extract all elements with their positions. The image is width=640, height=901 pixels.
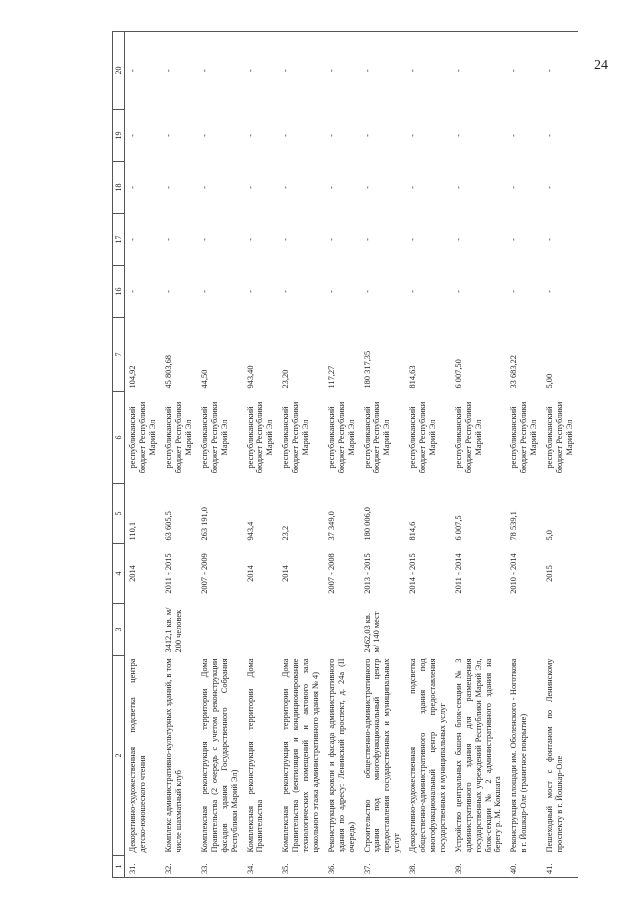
col19-cell: - bbox=[509, 134, 519, 137]
estimated-cost-cell: 263 191,0 bbox=[199, 507, 209, 541]
object-name: Строительство общественно-административного здания под многофункциональный центр предоставления государственных и муниципальных услуг bbox=[362, 658, 402, 853]
estimated-cost-cell: 814,6 bbox=[408, 521, 418, 541]
col20-cell: - bbox=[243, 32, 279, 110]
estimated-cost-cell: 78 539,1 bbox=[509, 511, 519, 541]
capacity-cell bbox=[324, 604, 360, 656]
table-row bbox=[125, 32, 161, 878]
funding-source-cell: республиканский бюджет Республики Марий Эл bbox=[199, 401, 229, 474]
row-number: 40. bbox=[506, 856, 542, 878]
row-number: 39. bbox=[451, 856, 507, 878]
table-row bbox=[506, 32, 542, 878]
row-number: 41. bbox=[542, 856, 578, 878]
col17-cell: - bbox=[453, 238, 463, 241]
amount-cell: 45 803,68 bbox=[164, 355, 174, 389]
col18-cell: - bbox=[128, 186, 138, 189]
years-cell: 2007 - 2008 bbox=[326, 553, 336, 594]
object-name: Реконструкция кровли и фасада административного здания по адресу: Ленинский проспект, д. 24а (II очередь) bbox=[326, 658, 356, 853]
rotated-table-container bbox=[112, 32, 582, 878]
header-cell: 20 bbox=[113, 32, 125, 110]
col16-cell: - bbox=[408, 290, 418, 293]
capacity-cell bbox=[243, 604, 279, 656]
object-name: Комплекс административно-культурных зданий, в том числе шахматный клуб bbox=[164, 658, 184, 853]
col20-cell: - bbox=[542, 32, 578, 110]
years-cell: 2015 bbox=[545, 565, 555, 582]
header-cell: 2 bbox=[113, 656, 125, 856]
years-cell: 2013 - 2015 bbox=[362, 553, 372, 594]
col17-cell: - bbox=[245, 238, 255, 241]
object-name: Реконструкция площади им. Оболенского - Ноготкова в г. Йошкар-Оле (гранитное покрытие) bbox=[509, 658, 529, 853]
col18-cell: - bbox=[453, 186, 463, 189]
years-cell: 2011 - 2014 bbox=[453, 553, 463, 594]
col19-cell: - bbox=[164, 134, 174, 137]
capacity-cell bbox=[506, 604, 542, 656]
table-row bbox=[324, 32, 360, 878]
col18-cell: - bbox=[164, 186, 174, 189]
funding-source-cell: республиканский бюджет Республики Марий Эл bbox=[128, 401, 158, 474]
row-number: 34. bbox=[243, 856, 279, 878]
years-cell: 2007 - 2009 bbox=[199, 553, 209, 594]
years-cell: 2014 bbox=[281, 565, 291, 582]
table-row bbox=[451, 32, 507, 878]
col17-cell: - bbox=[545, 238, 555, 241]
estimated-cost-cell: 943,4 bbox=[245, 521, 255, 541]
table-row bbox=[360, 32, 406, 878]
years-cell: 2010 - 2014 bbox=[509, 553, 519, 594]
col16-cell: - bbox=[128, 290, 138, 293]
header-cell: 16 bbox=[113, 266, 125, 318]
col16-cell: - bbox=[362, 290, 372, 293]
capacity-cell: 3412,1 кв. м/ 200 человек bbox=[164, 607, 184, 653]
funding-source-cell: республиканский бюджет Республики Марий Эл bbox=[362, 401, 392, 474]
header-cell: 5 bbox=[113, 484, 125, 544]
col18-cell: - bbox=[408, 186, 418, 189]
amount-cell: 814,63 bbox=[408, 365, 418, 389]
row-number: 38. bbox=[405, 856, 451, 878]
estimated-cost-cell: 6 007,5 bbox=[453, 515, 463, 541]
funding-source-cell: республиканский бюджет Республики Марий Эл bbox=[164, 401, 193, 474]
investment-objects-table bbox=[112, 31, 578, 878]
amount-cell: 943,40 bbox=[245, 365, 255, 389]
page-number: 24 bbox=[594, 58, 608, 73]
col19-cell: - bbox=[326, 134, 336, 137]
col20-cell: - bbox=[125, 32, 161, 110]
capacity-cell bbox=[542, 604, 578, 656]
estimated-cost-cell: 5,0 bbox=[545, 530, 555, 541]
funding-source-cell: республиканский бюджет Республики Марий Эл bbox=[408, 401, 437, 474]
header-cell: 19 bbox=[113, 110, 125, 162]
col20-cell: - bbox=[506, 32, 542, 110]
table-row bbox=[197, 32, 243, 878]
col16-cell: - bbox=[164, 290, 174, 293]
amount-cell: 117,27 bbox=[326, 365, 336, 389]
col18-cell: - bbox=[245, 186, 255, 189]
estimated-cost-cell: 23,2 bbox=[281, 525, 291, 541]
header-cell: 4 bbox=[113, 544, 125, 604]
col19-cell: - bbox=[128, 134, 138, 137]
estimated-cost-cell: 110,1 bbox=[128, 521, 138, 541]
amount-cell: 5,00 bbox=[545, 373, 555, 389]
col17-cell: - bbox=[326, 238, 336, 241]
col17-cell: - bbox=[164, 238, 174, 241]
amount-cell: 6 007,50 bbox=[453, 359, 463, 389]
years-cell: 2014 bbox=[128, 565, 138, 582]
col19-cell: - bbox=[453, 134, 463, 137]
amount-cell: 44,50 bbox=[199, 369, 209, 389]
object-name: Декоративно-художественная подсветка центра детско-юношеского чтения bbox=[128, 658, 148, 853]
header-cell: 7 bbox=[113, 318, 125, 392]
col16-cell: - bbox=[199, 290, 209, 293]
col20-cell: - bbox=[405, 32, 451, 110]
col19-cell: - bbox=[199, 134, 209, 137]
col17-cell: - bbox=[509, 238, 519, 241]
col16-cell: - bbox=[326, 290, 336, 293]
col16-cell: - bbox=[245, 290, 255, 293]
col18-cell: - bbox=[281, 186, 291, 189]
header-cell: 18 bbox=[113, 162, 125, 214]
table-row bbox=[161, 32, 197, 878]
row-number: 36. bbox=[324, 856, 360, 878]
amount-cell: 180 317,35 bbox=[362, 350, 372, 389]
object-name: Пешеходный мост с фонтаном по Ленинскому проспекту в г. Йошкар-Оле bbox=[545, 658, 564, 853]
header-cell: 3 bbox=[113, 604, 125, 656]
col16-cell: - bbox=[281, 290, 291, 293]
amount-cell: 23,20 bbox=[281, 369, 291, 389]
col20-cell: - bbox=[324, 32, 360, 110]
capacity-cell bbox=[451, 604, 507, 656]
years-cell: 2014 - 2015 bbox=[408, 553, 418, 594]
col20-cell: - bbox=[161, 32, 197, 110]
col16-cell: - bbox=[453, 290, 463, 293]
years-cell: 2011 - 2015 bbox=[164, 553, 174, 594]
table-row bbox=[405, 32, 451, 878]
row-number: 32. bbox=[161, 856, 197, 878]
col19-cell: - bbox=[362, 134, 372, 137]
col17-cell: - bbox=[199, 238, 209, 241]
row-number: 35. bbox=[278, 856, 324, 878]
object-name: Комплексная реконструкция территории Дома Правительства (2 очередь с учетом реконструкции фасадов здания Государственного Собрания Республики Марий Эл) bbox=[199, 658, 239, 853]
object-name: Устройство центральных башен блок-секции № 3 административного здания для размещения государственных учреждений Республики Марий Эл, блок-секции № 2 административного здания на берегу р. М. Кокшага bbox=[453, 658, 503, 853]
col19-cell: - bbox=[408, 134, 418, 137]
header-cell: 1 bbox=[113, 856, 125, 878]
funding-source-cell: республиканский бюджет Республики Марий Эл bbox=[326, 401, 356, 474]
col19-cell: - bbox=[545, 134, 555, 137]
capacity-cell bbox=[125, 604, 161, 656]
col18-cell: - bbox=[199, 186, 209, 189]
row-number: 31. bbox=[125, 856, 161, 878]
amount-cell: 104,92 bbox=[128, 365, 138, 389]
col18-cell: - bbox=[509, 186, 519, 189]
row-number: 33. bbox=[197, 856, 243, 878]
col20-cell: - bbox=[360, 32, 406, 110]
funding-source-cell: республиканский бюджет Республики Марий Эл bbox=[245, 401, 275, 474]
estimated-cost-cell: 63 605,5 bbox=[164, 511, 174, 541]
amount-cell: 33 683,22 bbox=[509, 355, 519, 389]
col19-cell: - bbox=[245, 134, 255, 137]
capacity-cell bbox=[197, 604, 243, 656]
col17-cell: - bbox=[408, 238, 418, 241]
funding-source-cell: республиканский бюджет Республики Марий Эл bbox=[453, 401, 483, 474]
header-cell: 17 bbox=[113, 214, 125, 266]
col19-cell: - bbox=[281, 134, 291, 137]
object-name: Декоративно-художественная подсветка общественно-административного здания под многофункциональный центр предоставления государственных и муниципальных услуг bbox=[408, 658, 447, 853]
col16-cell: - bbox=[545, 290, 555, 293]
col18-cell: - bbox=[362, 186, 372, 189]
col18-cell: - bbox=[545, 186, 555, 189]
col20-cell: - bbox=[451, 32, 507, 110]
capacity-cell bbox=[278, 604, 324, 656]
capacity-cell bbox=[405, 604, 451, 656]
table-header-row bbox=[113, 32, 125, 878]
row-number: 37. bbox=[360, 856, 406, 878]
col17-cell: - bbox=[128, 238, 138, 241]
header-cell: 6 bbox=[113, 392, 125, 484]
object-name: Комплексная реконструкция территории Дома Правительства bbox=[245, 658, 265, 853]
capacity-cell: 2462,03 кв. м/ 140 мест bbox=[362, 611, 382, 653]
col20-cell: - bbox=[278, 32, 324, 110]
object-name: Комплексная реконструкция территории Дома Правительства (вентиляция и кондиционирование технологических помещений и актового зала цокольного этажа административного здания № 4) bbox=[281, 658, 320, 853]
col20-cell: - bbox=[197, 32, 243, 110]
col17-cell: - bbox=[362, 238, 372, 241]
col16-cell: - bbox=[509, 290, 519, 293]
funding-source-cell: республиканский бюджет Республики Марий Эл bbox=[281, 401, 311, 474]
table-row bbox=[278, 32, 324, 878]
table-row bbox=[542, 32, 578, 878]
estimated-cost-cell: 180 006,0 bbox=[362, 507, 372, 541]
table-row bbox=[243, 32, 279, 878]
estimated-cost-cell: 37 349,0 bbox=[326, 511, 336, 541]
funding-source-cell: республиканский бюджет Республики Марий Эл bbox=[509, 401, 539, 474]
col17-cell: - bbox=[281, 238, 291, 241]
col18-cell: - bbox=[326, 186, 336, 189]
years-cell: 2014 bbox=[245, 565, 255, 582]
funding-source-cell: республиканский бюджет Республики Марий Эл bbox=[545, 401, 574, 474]
